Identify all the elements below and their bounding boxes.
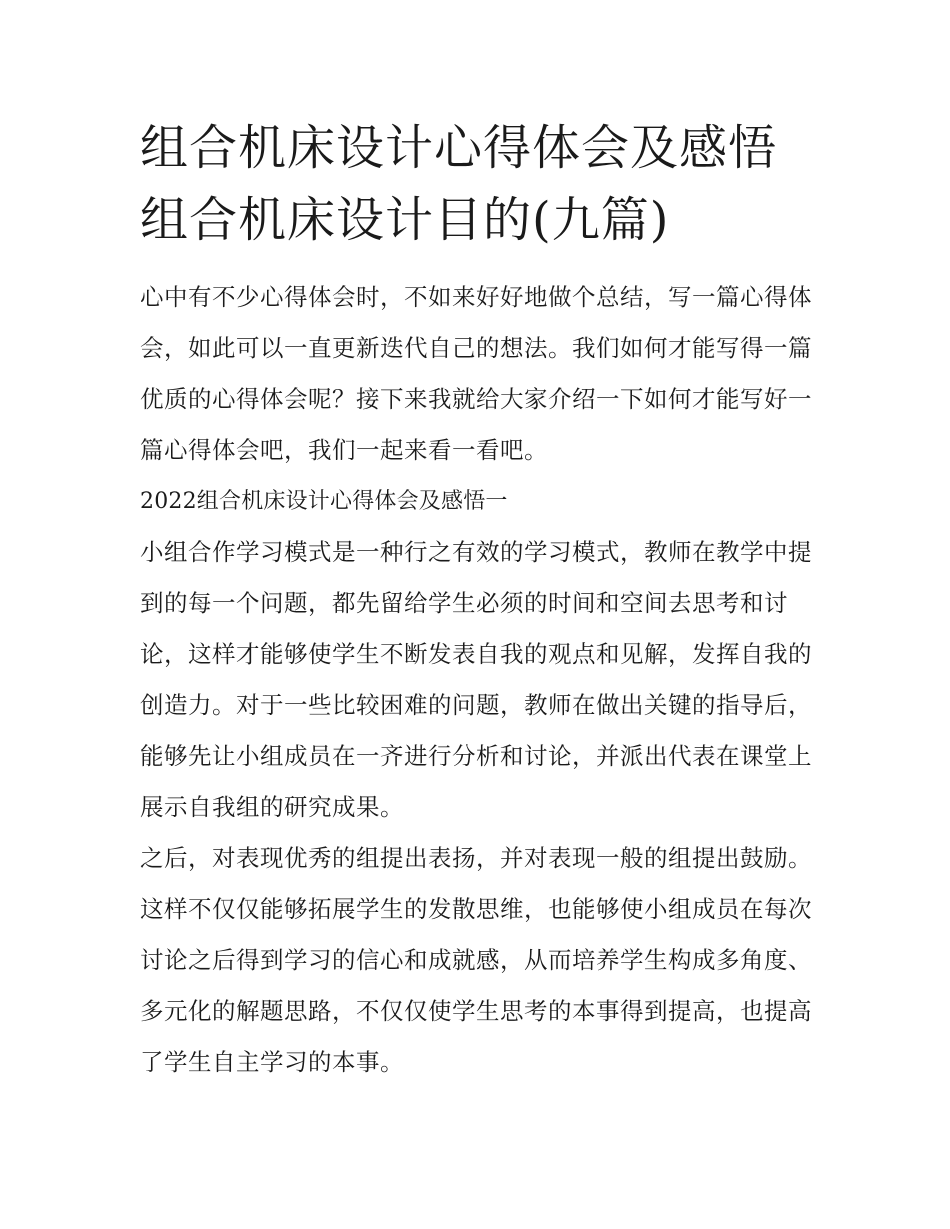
document-page [140,112,820,1088]
body-paragraph-1: 小组合作学习模式是一种行之有效的学习模式，教师在教学中提到的每一个问题，都先留给学生必须的时间和空间去思考和讨论，这样才能够使学生不断发表自我的观点和见解，发挥自我的创造力。对于一些比较困难的问题，教师在做出关键的指导后，能够先让小组成员在一齐进行分析和讨论，并派出代表在课堂上展示自我组的研究成果。 [140,538,812,821]
intro-paragraph: 心中有不少心得体会时，不如来好好地做个总结，写一篇心得体会，如此可以一直更新迭代自己的想法。我们如何才能写得一篇优质的心得体会呢？接下来我就给大家介绍一下如何才能写好一篇心得体会吧，我们一起来看一看吧。 [140,283,812,464]
body-paragraph-2: 之后，对表现优秀的组提出表扬，并对表现一般的组提出鼓励。这样不仅仅能够拓展学生的发散思维，也能够使小组成员在每次讨论之后得到学习的信心和成就感，从而培养学生构成多角度、多元化的解题思路，不仅仅使学生思考的本事得到提高，也提高了学生自主学习的本事。 [140,844,812,1076]
title-line-1: 组合机床设计心得体会及感悟 [140,120,778,176]
title-line-2: 组合机床设计目的(九篇) [140,192,670,248]
document-title [140,112,820,256]
section-heading: 2022组合机床设计心得体会及感悟一 [140,489,508,514]
